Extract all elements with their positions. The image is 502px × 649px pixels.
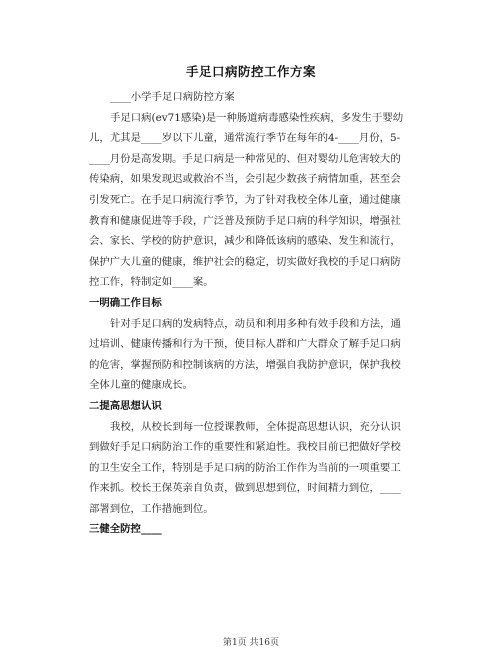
paragraph-line: 保护广大儿童的健康，维护社会的稳定，切实做好我校的手足口病防: [89, 255, 401, 268]
paragraph-line: 部署到位，工作措施到位。: [89, 502, 214, 515]
section-heading: 一明确工作目标: [89, 296, 162, 309]
paragraph-line: 教育和健康促进等手段，广泛普及预防手足口病的科学知识，增强社: [89, 214, 401, 227]
paragraph-line: 针对手足口病的发病特点，动员和利用多种有效手段和方法，通: [110, 317, 401, 330]
paragraph-line: 全体儿童的健康成长。: [89, 379, 193, 392]
document-body: [89, 87, 417, 540]
paragraph-line: 我校，从校长到每一位授课教师，全体提高思想认识，充分认识: [110, 420, 401, 433]
paragraph-line: 会、家长、学校的防护意识，减少和降低该病的感染、发生和流行，: [89, 235, 401, 248]
paragraph-line: ____月份是高发期。手足口病是一种常见的、但对婴幼儿危害较大的: [89, 152, 401, 165]
paragraph-line: 传染病，如果发现迟或救治不当，会引起少数孩子病情加重，甚至会: [89, 173, 401, 186]
paragraph-line: 的危害，掌握预防和控制该病的方法，增强自我防护意识，保护我校: [89, 358, 401, 371]
paragraph-line: 到做好手足口病防治工作的重要性和紧迫性。我校目前已把做好学校: [89, 441, 401, 454]
document-title: 手足口病防控工作方案: [185, 64, 316, 79]
paragraph-line: 引发死亡。在手足口病流行季节，为了针对我校全体儿童，通过健康: [89, 193, 401, 206]
paragraph-line: 手足口病(ev71感染)是一种肠道病毒感染性疾病，多发生于婴幼: [110, 111, 404, 124]
section-heading: 二提高思想认识: [89, 399, 162, 412]
paragraph-line: 过培训、健康传播和行为干预，使目标人群和广大群众了解手足口病: [89, 338, 401, 351]
paragraph-line: 儿，尤其是____岁以下儿童，通常流行季节在每年的4-____月份，5-: [89, 132, 401, 145]
paragraph-line: 的卫生安全工作，特别是手足口病的防治工作作为当前的一项重要工: [89, 461, 401, 474]
paragraph-line: 作来抓。校长王保英亲自负责，做到思想到位，时间精力到位，____: [89, 482, 401, 495]
paragraph-line: 控工作，特制定如____案。: [89, 276, 214, 289]
subtitle-line: ____小学手足口病防控方案: [110, 91, 235, 103]
section-heading: 三健全防控____: [89, 523, 162, 536]
page-number: 第1页 共16页: [222, 638, 280, 648]
